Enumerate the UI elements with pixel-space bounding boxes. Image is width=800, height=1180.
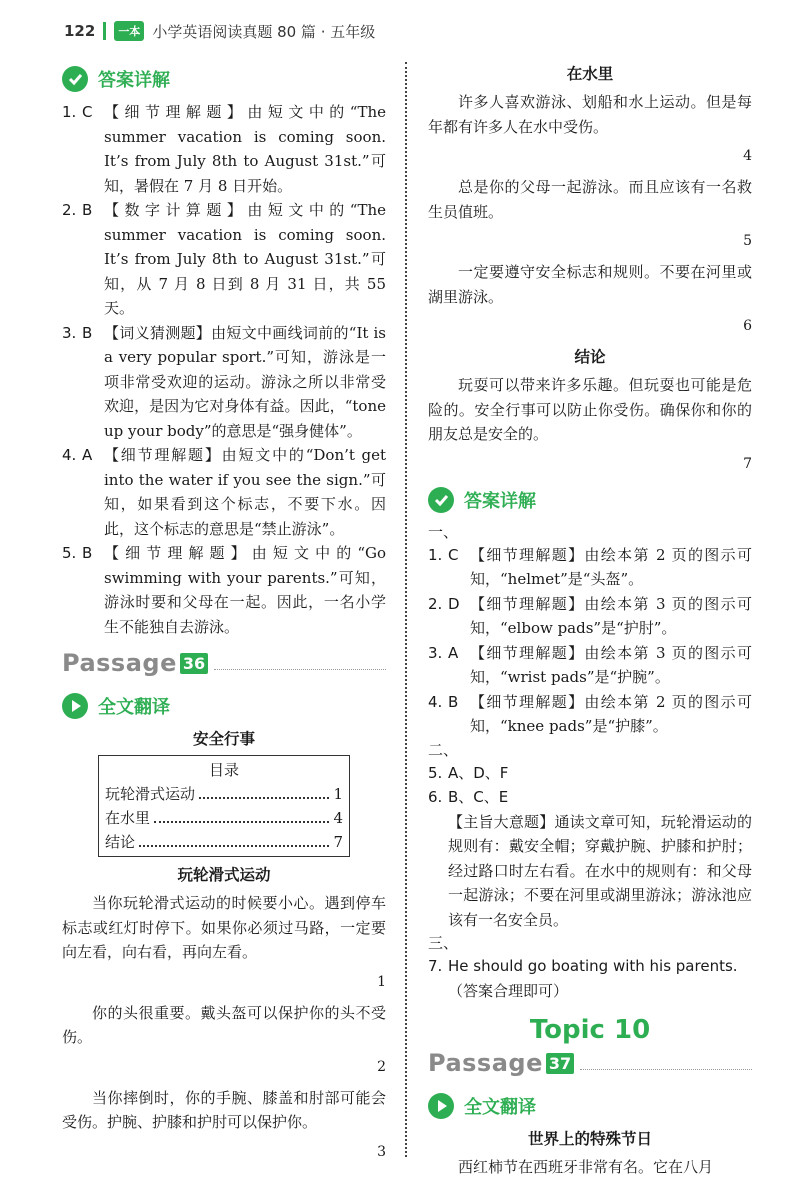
answer-item	[428, 543, 752, 592]
toc-label: 在水里	[105, 809, 151, 827]
toc-title: 目录	[208, 761, 239, 779]
toc-leader	[154, 806, 329, 823]
topic-number: 10	[613, 1015, 651, 1045]
page-header	[64, 16, 375, 46]
passage-36-heading	[62, 649, 386, 677]
answer-text: 【词义猜测题】由短文中画线词前的“It is a very popular sport.”可知，游泳是一项非常受欢迎的运动。游泳之所以非常受欢迎，是因为它对身体有益。因此，“tone up your body”的意思是“强身健体”。	[104, 323, 386, 440]
answer-item	[62, 541, 386, 639]
answer-item	[428, 785, 752, 810]
answer-item	[428, 592, 752, 641]
part-label: 二、	[428, 740, 459, 759]
answer-note-text: （答案合理即可）	[448, 981, 569, 1000]
answer-item	[62, 443, 386, 541]
section-title: 玩轮滑式运动	[177, 866, 271, 884]
translation-heading-label: 全文翻译	[98, 697, 170, 718]
play-icon	[62, 693, 88, 719]
page-marker: 2	[377, 1058, 386, 1075]
answer-item	[62, 100, 386, 198]
page-marker: 6	[743, 318, 752, 334]
answer-number: 4.	[428, 692, 443, 711]
paragraph: 当你玩轮滑式运动的时候要小心。遇到停车标志或红灯时停下。如果你必须过马路，一定要向左看，向右看，再向左看。	[62, 894, 386, 961]
toc-row	[105, 782, 343, 806]
answer-text: 【细节理解题】由绘本第 3 页的图示可知，“elbow pads”是“护肘”。	[470, 594, 752, 637]
toc-row	[105, 806, 343, 830]
toc-page: 4	[333, 809, 343, 827]
answer-text: 【细节理解题】由短文中的“Go swimming with your parents.”可知，游泳时要和父母在一起。因此，一名小学生不能独自去游泳。	[104, 544, 386, 636]
toc-label: 玩轮滑式运动	[105, 785, 196, 803]
paragraph: 西红柿节在西班牙非常有名。它在八月	[458, 1158, 714, 1176]
page-marker: 4	[743, 148, 752, 164]
page-number: 122	[64, 22, 96, 40]
answer-choice: A	[448, 643, 459, 662]
section-title: 结论	[574, 348, 606, 366]
answer-item	[428, 641, 752, 690]
passage-dotted-rule	[580, 1057, 752, 1070]
left-column	[62, 62, 386, 1171]
answer-choice: D	[448, 594, 460, 613]
translation-heading-label: 全文翻译	[464, 1097, 536, 1118]
brand-logo: 一本	[114, 21, 144, 41]
passage-title: 世界上的特殊节日	[527, 1130, 652, 1148]
part-label: 三、	[428, 934, 459, 952]
paragraph: 一定要遵守安全标志和规则。不要在河里或湖里游泳。	[428, 263, 752, 306]
passage-word: Passage	[428, 1049, 543, 1077]
toc-label: 结论	[105, 833, 136, 851]
header-divider	[103, 22, 106, 40]
answer-number: 1.	[62, 103, 77, 121]
answers-heading-label: 答案详解	[98, 70, 170, 91]
answer-number: 3.	[62, 323, 77, 342]
section-title: 在水里	[566, 65, 614, 83]
toc-leader	[139, 830, 329, 847]
page-marker: 7	[743, 455, 752, 472]
topic-label: Topic	[529, 1015, 605, 1045]
answer-number: 1.	[428, 545, 443, 564]
answer-text: 【细节理解题】由绘本第 2 页的图示可知，“knee pads”是“护膝”。	[470, 692, 752, 735]
answers-heading	[62, 66, 386, 92]
paragraph: 你的头很重要。戴头盔可以保护你的头不受伤。	[62, 1003, 386, 1046]
paragraph: 玩耍可以带来许多乐趣。但玩耍也可能是危险的。安全行事可以防止你受伤。确保你和你的朋友总是安全的。	[428, 376, 752, 443]
answer-number: 2.	[428, 594, 443, 613]
answer-text: He should go boating with his parents.	[448, 957, 738, 975]
answer-choice: B	[448, 692, 459, 711]
answer-check-icon	[428, 487, 454, 513]
answer-number: 2.	[62, 201, 77, 219]
page-marker: 5	[743, 233, 752, 249]
topic-heading	[428, 1015, 752, 1045]
passage-number: 36	[180, 653, 208, 674]
paragraph: 许多人喜欢游泳、划船和水上运动。但是每年都有许多人在水中受伤。	[428, 93, 752, 136]
answer-item	[428, 761, 752, 786]
passage-37-heading	[428, 1049, 752, 1077]
answer-number: 5.	[62, 544, 77, 562]
toc-page: 1	[333, 785, 343, 803]
paragraph: 总是你的父母一起游泳。而且应该有一名救生员值班。	[428, 178, 752, 221]
answer-note	[428, 810, 752, 933]
part-label: 一、	[428, 522, 459, 541]
answer-choice: B	[82, 201, 93, 219]
answers-heading	[428, 487, 752, 513]
answers-heading-label: 答案详解	[464, 490, 536, 512]
play-icon	[428, 1093, 454, 1119]
answer-choice: C	[82, 103, 93, 121]
answer-item	[428, 954, 752, 979]
answer-text: B、C、E	[448, 788, 509, 806]
answer-choice: B	[82, 544, 93, 562]
answer-number: 3.	[428, 643, 443, 662]
answer-choice: A	[82, 446, 93, 464]
translation-heading	[62, 693, 386, 719]
passage-title: 安全行事	[192, 730, 255, 748]
answer-item	[428, 690, 752, 739]
answer-item	[62, 321, 386, 444]
answer-item	[62, 198, 386, 321]
answer-text: 【细节理解题】由绘本第 3 页的图示可知，“wrist pads”是“护腕”。	[470, 643, 752, 686]
right-column	[428, 62, 752, 1180]
answer-check-icon	[62, 66, 88, 92]
table-of-contents	[98, 755, 350, 857]
answer-choice: C	[448, 545, 459, 564]
answer-text: A、D、F	[448, 763, 509, 782]
answer-note-text: 【主旨大意题】通读文章可知，玩轮滑运动的规则有：戴安全帽；穿戴护腕、护膝和护肘；经过路口时左右看。在水中的规则有：和父母一起游泳；不要在河里或湖里游泳；游泳池应该有一名安全员。	[448, 812, 752, 929]
page-marker: 3	[377, 1143, 386, 1160]
answer-item	[428, 979, 752, 1004]
passage-number: 37	[546, 1053, 574, 1074]
answer-text: 【细节理解题】由绘本第 2 页的图示可知，“helmet”是“头盔”。	[470, 545, 752, 588]
answer-number: 6.	[428, 788, 443, 806]
toc-page: 7	[333, 833, 343, 851]
translation-heading	[428, 1093, 752, 1119]
answer-number: 4.	[62, 446, 77, 464]
answer-text: 【细节理解题】由短文中的“The summer vacation is coming soon. It’s from July 8th to August 31st.”可知，暑假在 7 月 8 日开始。	[104, 103, 386, 195]
answer-number: 7.	[428, 957, 443, 975]
answer-text: 【数字计算题】由短文中的“The summer vacation is coming soon. It’s from July 8th to August 31st.”可知，从 7 月 8 日到 8 月 31 日，共 55 天。	[104, 201, 386, 317]
answer-text: 【细节理解题】由短文中的“Don’t get into the water if you see the sign.”可知，如果看到这个标志，不要下水。因此，这个标志的意思是“禁止游泳”。	[104, 446, 386, 538]
passage-dotted-rule	[214, 657, 386, 670]
page-marker: 1	[377, 973, 386, 990]
toc-leader	[199, 782, 329, 799]
paragraph: 当你摔倒时，你的手腕、膝盖和肘部可能会受伤。护腕、护膝和护肘可以保护你。	[62, 1088, 386, 1131]
toc-row	[105, 830, 343, 854]
answer-choice: B	[82, 323, 93, 342]
book-title: 小学英语阅读真题 80 篇 · 五年级	[152, 22, 376, 41]
passage-word: Passage	[62, 649, 177, 677]
column-divider	[405, 62, 407, 1157]
answer-number: 5.	[428, 763, 443, 782]
